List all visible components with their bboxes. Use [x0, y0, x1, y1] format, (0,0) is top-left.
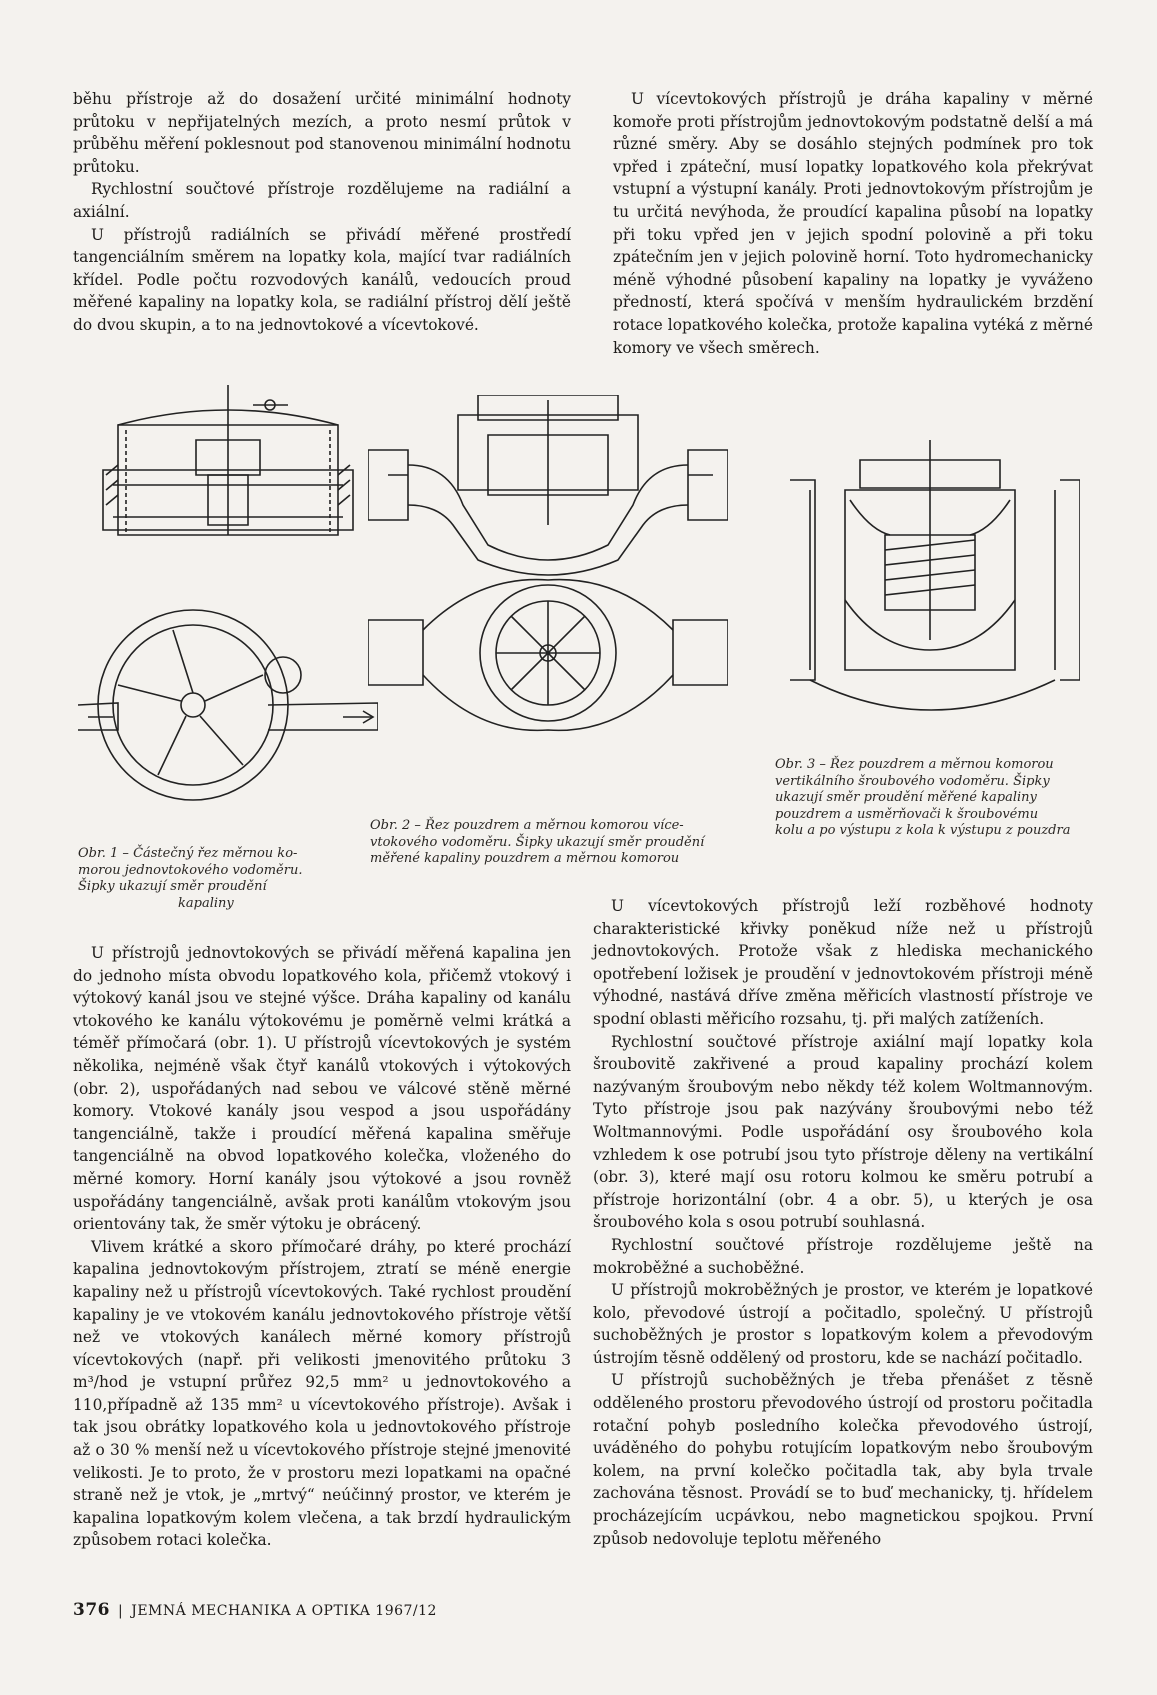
figure-3-drawing	[790, 440, 1080, 750]
caption-line: vtokového vodoměru. Šipky ukazují směr proudění	[370, 834, 705, 850]
caption-line: Obr. 1 – Částečný řez měrnou ko-	[78, 846, 298, 861]
page-number: 376	[73, 1600, 110, 1620]
caption-line: Šipky ukazují směr proudění	[78, 879, 267, 894]
figure-3-caption	[775, 757, 1090, 840]
journal-name: JEMNÁ MECHANIKA A OPTIKA 1967/12	[131, 1603, 437, 1619]
caption-line: morou jednovtokového vodoměru.	[78, 862, 303, 878]
paragraph: U přístrojů mokroběžných je prostor, ve kterém je lopatkové kolo, převodové ústrojí a počitadlo, společný. U přístrojů suchoběžných je prostor s lopatkovým kolem a převodovým ústrojím těsně oddělený od prostoru, kde se nachází počitadlo.	[593, 1281, 1093, 1367]
paragraph: U vícevtokových přístrojů leží rozběhové hodnoty charakteristické křivky poněkud níže než u přístrojů jednovtokových. Protože však z hlediska mechanického opotřebení ložisek je proudění v jednovtokovém přístroji méně výhodné, nastává dříve změna měřicích vlastností přístroje ve spodní oblasti měřicího rozsahu, tj. při malých zatíženích.	[593, 897, 1093, 1028]
paragraph: Vlivem krátké a skoro přímočaré dráhy, po které prochází kapalina jednovtokovým přístrojem, ztratí se méně energie kapaliny než u přístrojů vícevtokových. Také rychlost proudění kapaliny je ve vtokovém kanálu jednovtokového přístroje větší než ve vtokových kanálech měrné komory přístrojů vícevtokových (např. při velikosti jmenovitého průtoku 3 m³/hod je vstupní průřez 92,5 mm² u jednovtokového a 110,případně až 135 mm² u vícevtokového přístroje). Avšak i tak jsou obrátky lopatkového kola u jednovtokového přístroje až o 30 % menší než u vícevtokového přístroje stejné jmenovité velikosti. Je to proto, že v prostoru mezi lopatkami na opačné straně než je vtok, je „mrtvý“ neúčinný prostor, ve kterém je kapalina lopatkovým kolem vlečena, a tak brzdí hydraulickým způsobem rotaci kolečka.	[73, 1237, 571, 1550]
caption-line: měřené kapaliny pouzdrem a měrnou komorou	[370, 851, 680, 866]
caption-line: kolu a po výstupu z kola k výstupu z pouzdra	[775, 823, 1071, 838]
paragraph: U přístrojů radiálních se přivádí měřené prostředí tangenciálním směrem na lopatky kola, mající tvar radiálních křídel. Podle počtu rozvodových kanálů, vedoucích proud měřené kapaliny na lopatky kola, se radiální přístroj dělí ještě do dvou skupin, a to na jednovtokové a vícevtokové.	[73, 225, 571, 334]
paragraph: U přístrojů suchoběžných je třeba přenášet z těsně odděleného prostoru převodového ústrojí od prostoru počitadla rotační pohyb posledního kolečka převodového ústrojí, uváděného do pohybu rotujícím lopatkovým nebo šroubovým kolem, na první kolečko počitadla tak, aby byla trvale zachována těsnost. Provádí se to buď mechanicky, tj. hřídelem procházejícím ucpávkou, nebo magnetickou spojkou. První způsob nedovoluje teplotu měřeného	[593, 1371, 1093, 1548]
caption-line: kapaliny	[178, 895, 234, 911]
text-column-top-left	[73, 88, 571, 337]
page-footer	[73, 1600, 437, 1620]
figure-1-drawing	[78, 385, 378, 830]
paragraph: U vícevtokových přístrojů je dráha kapaliny v měrné komoře proti přístrojům jednovtokovým podstatně delší a má různé směry. Aby se dosáhlo stejných podmínek pro tok vpřed i zpáteční, musí lopatky lopatkového kola překrývat vstupní a výstupní kanály. Proti jednovtokovým přístrojům je tu určitá nevýhoda, že proudící kapalina působí na lopatky při toku vpřed jen v jejich spodní polovině a při toku zpátečním jen v jejich polovině horní. Toto hydromechanicky méně výhodné působení kapaliny na lopatky je vyváženo předností, která spočívá v menším hydraulickém brzdění rotace lopatkového kolečka, protože kapalina vytéká z měrné komory ve všech směrech.	[613, 90, 1093, 357]
caption-line: Obr. 2 – Řez pouzdrem a měrnou komorou více-	[370, 818, 684, 833]
text-column-bottom-left	[73, 942, 571, 1552]
paragraph: Rychlostní součtové přístroje rozdělujeme ještě na mokroběžné a suchoběžné.	[593, 1235, 1093, 1277]
caption-line: vertikálního šroubového vodoměru. Šipky	[775, 773, 1050, 789]
figure-1-caption	[78, 846, 350, 912]
text-column-bottom-right	[593, 895, 1093, 1550]
paragraph: U přístrojů jednovtokových se přivádí měřená kapalina jen do jednoho místa obvodu lopatkového kola, přičemž vtokový i výtokový kanál jsou ve stejné výšce. Dráha kapaliny od kanálu vtokového ke kanálu výtokovému je poměrně velmi krátká a téměř přímočará (obr. 1). U přístrojů vícevtokových je systém několika, nejméně však čtyř kanálů vtokových i výtokových (obr. 2), uspořádaných nad sebou ve válcové stěně měrné komory. Vtokové kanály jsou vespod a jsou uspořádány tangenciálně, takže i proudící měřená kapalina směřuje tangenciálně na obvod lopatkového kolečka, vloženého do měrné komory. Horní kanály jsou výtokové a jsou rovněž uspořádány tangenciálně, avšak proti kanálům vtokovým jsou orientovány tak, že směr výtoku je obrácený.	[73, 944, 571, 1234]
paragraph: běhu přístroje až do dosažení určité minimální hodnoty průtoku v nepřijatelných mezích, a proto nesmí průtok v průběhu měření poklesnout pod stanovenou minimální hodnotu průtoku.	[73, 90, 571, 176]
caption-line: pouzdrem a usměrňovači k šroubovému	[775, 806, 1039, 822]
caption-line: ukazují směr proudění měřené kapaliny	[775, 790, 1037, 805]
paragraph: Rychlostní součtové přístroje rozdělujeme na radiální a axiální.	[73, 180, 571, 221]
caption-line: Obr. 3 – Řez pouzdrem a měrnou komorou	[775, 757, 1054, 772]
text-column-top-right	[613, 88, 1093, 359]
figure-2-caption	[370, 818, 750, 868]
figure-2-drawing	[368, 395, 728, 815]
paragraph: Rychlostní součtové přístroje axiální mají lopatky kola šroubovitě zakřivené a proud kapaliny prochází kolem nazývaným šroubovým nebo někdy též kolem Woltmannovým. Tyto přístroje jsou pak nazývány šroubovými nebo též Woltmannovými. Podle uspořádání osy šroubového kola vzhledem k ose potrubí jsou tyto přístroje děleny na vertikální (obr. 3), které mají osu rotoru kolmou ke směru potrubí a přístroje horizontální (obr. 4 a obr. 5), u kterých je osa šroubového kola s osou potrubí souhlasná.	[593, 1032, 1093, 1232]
footer-separator: |	[118, 1603, 124, 1619]
